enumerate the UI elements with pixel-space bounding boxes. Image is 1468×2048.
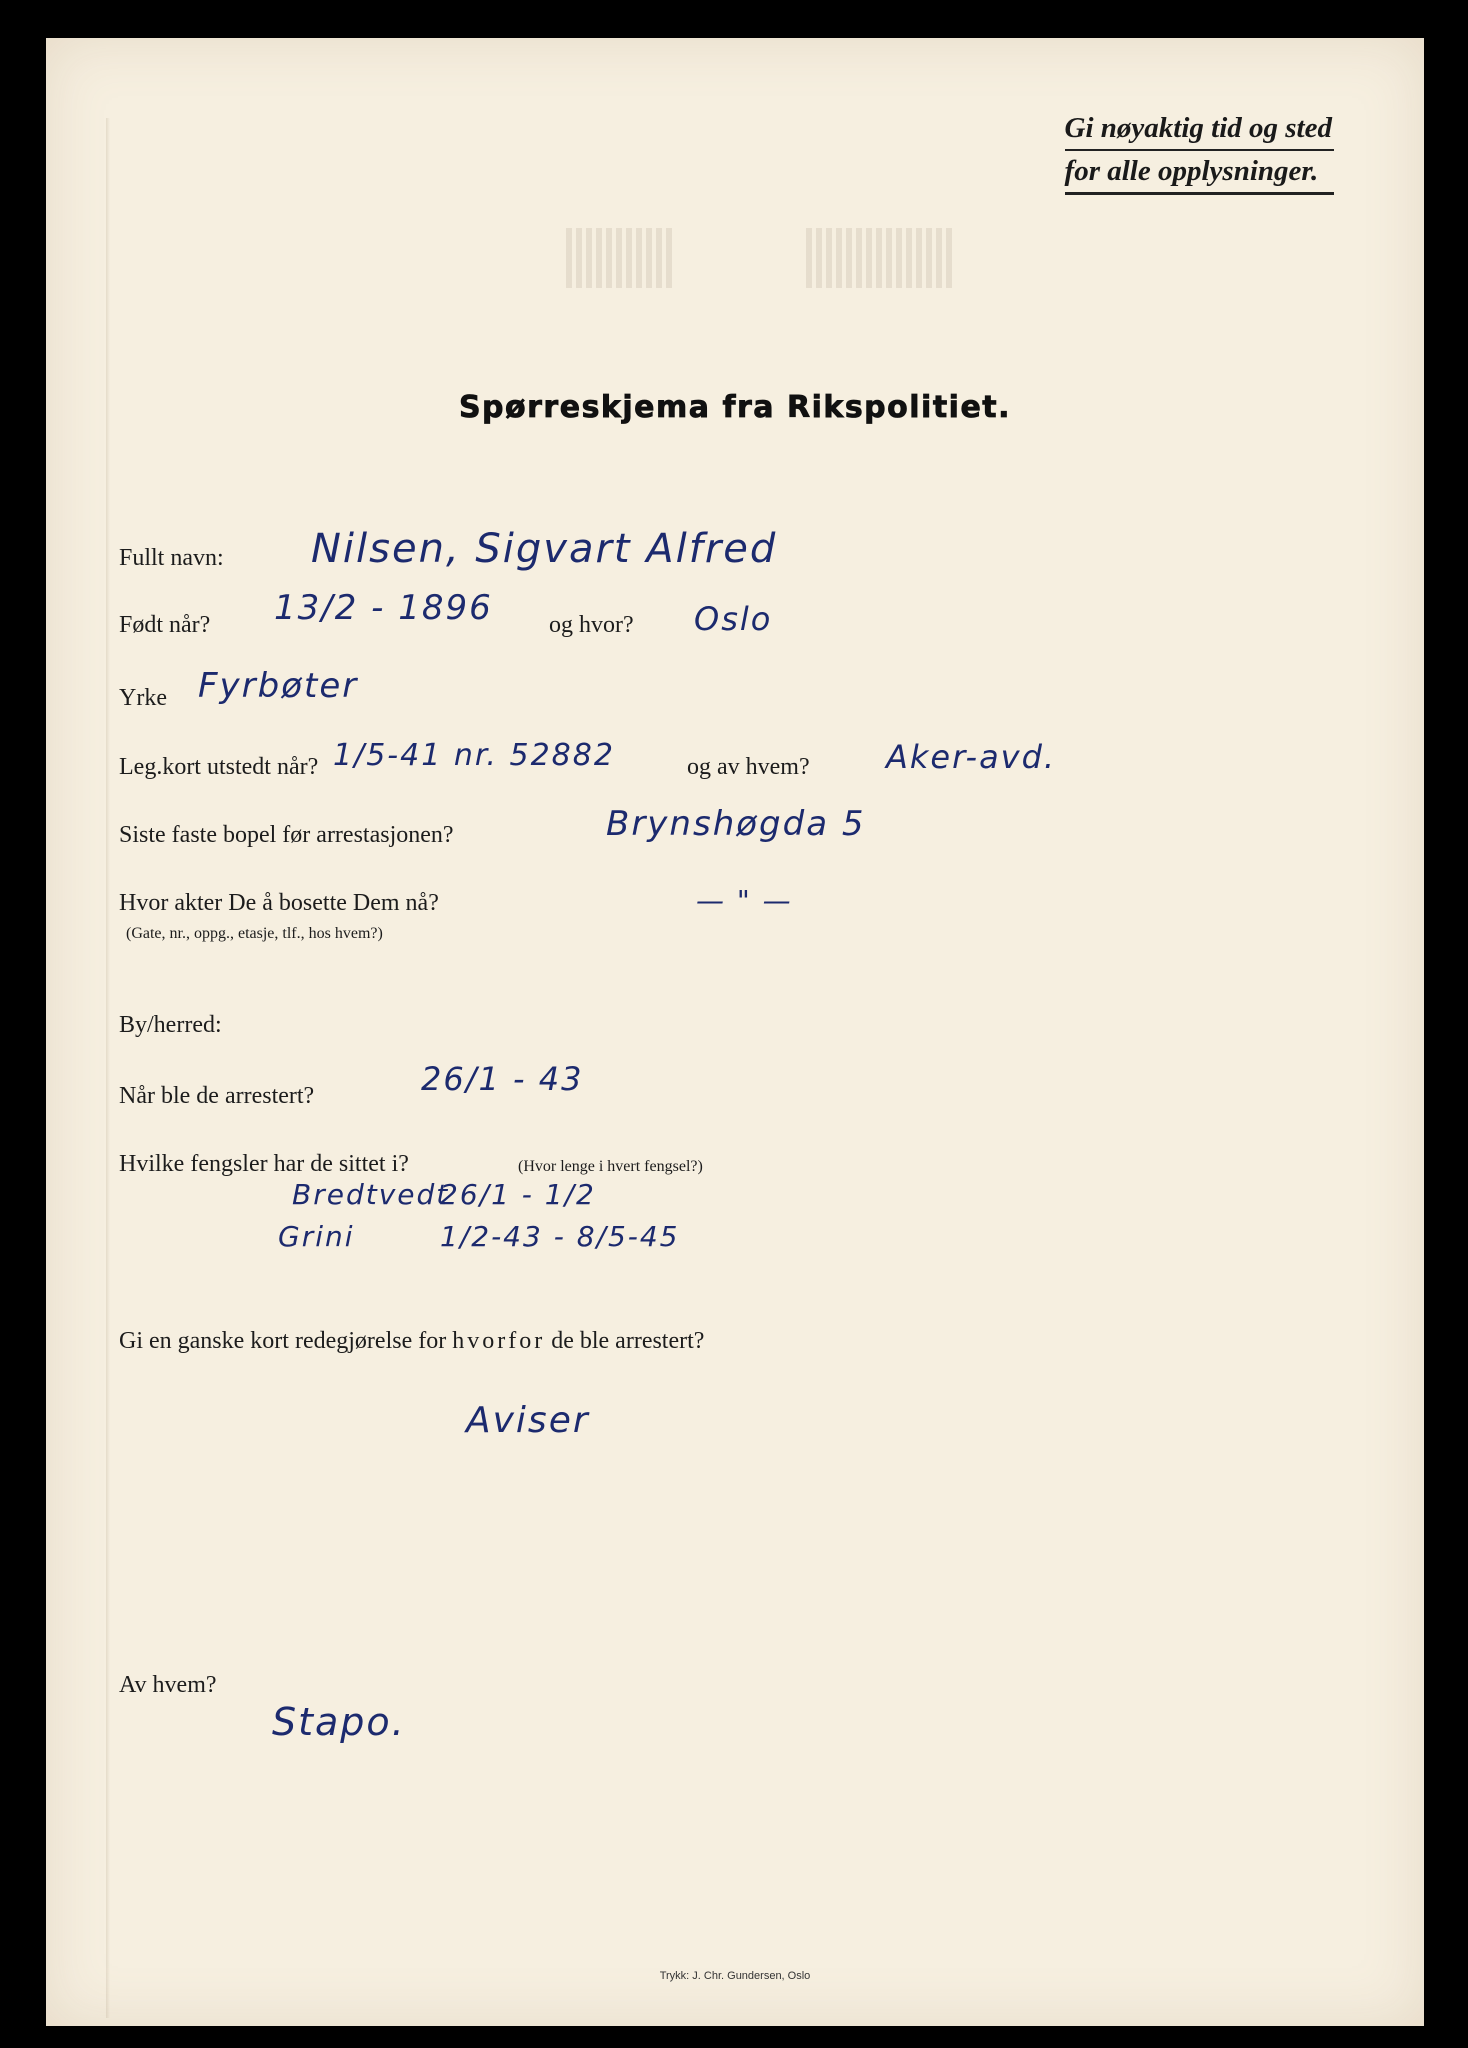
last-address-value: Brynshøgda 5: [606, 804, 866, 844]
bleed-through-mark: [566, 228, 676, 288]
by-whom-value: Stapo.: [272, 1700, 406, 1744]
settle-hint: (Gate, nr., oppg., etasje, tlf., hos hvem?): [126, 925, 383, 942]
reason-label: [119, 1328, 704, 1355]
arrested-when-label: Når ble de arrestert?: [119, 1083, 315, 1109]
instruction-note: [1065, 108, 1334, 195]
printer-credit: Trykk: J. Chr. Gundersen, Oslo: [659, 1970, 811, 1982]
born-where-value: Oslo: [694, 600, 773, 638]
reason-label-end: de ble arrestert?: [551, 1328, 705, 1354]
id-card-value: 1/5-41 nr. 52882: [333, 738, 615, 773]
born-where-label: og hvor?: [549, 612, 634, 638]
occupation-value: Fyrbøter: [198, 666, 359, 706]
form-title: Spørreskjema fra Rikspolitiet.: [458, 390, 1012, 425]
occupation-label: Yrke: [119, 685, 167, 711]
by-whom-label: Av hvem?: [119, 1672, 217, 1698]
reason-label-start: Gi en ganske kort redegjørelse for: [119, 1328, 447, 1354]
last-address-label: Siste faste bopel før arrestasjonen?: [119, 822, 454, 848]
prison-1-name: Bredtvedt: [292, 1178, 450, 1211]
settle-label: Hvor akter De å bosette Dem nå?: [119, 890, 439, 916]
municipality-label: By/herred:: [119, 1012, 222, 1038]
prison-2-name: Grini: [278, 1220, 355, 1253]
full-name-label: Fullt navn:: [119, 545, 224, 571]
born-when-value: 13/2 - 1896: [274, 588, 493, 628]
born-when-label: Født når?: [119, 612, 211, 638]
arrested-when-value: 26/1 - 43: [421, 1060, 584, 1098]
instruction-line-1: Gi nøyaktig tid og sted: [1065, 108, 1334, 151]
prison-1-period: 26/1 - 1/2: [440, 1178, 596, 1211]
reason-label-emphasis: hvorfor: [452, 1328, 546, 1354]
id-card-issuer-value: Aker-avd.: [886, 738, 1057, 776]
instruction-line-2: for alle opplysninger.: [1065, 151, 1334, 195]
form-sheet: [46, 38, 1424, 2026]
id-card-label: Leg.kort utstedt når?: [119, 754, 319, 780]
settle-value: — " —: [696, 884, 793, 917]
reason-value: Aviser: [466, 1400, 590, 1441]
id-card-issuer-label: og av hvem?: [687, 754, 810, 780]
bleed-through-mark: [806, 228, 956, 288]
prison-2-period: 1/2-43 - 8/5-45: [440, 1220, 680, 1253]
prisons-label: Hvilke fengsler har de sittet i?: [119, 1151, 409, 1177]
prisons-hint: (Hvor lenge i hvert fengsel?): [518, 1158, 703, 1175]
full-name-value: Nilsen, Sigvart Alfred: [311, 526, 778, 572]
